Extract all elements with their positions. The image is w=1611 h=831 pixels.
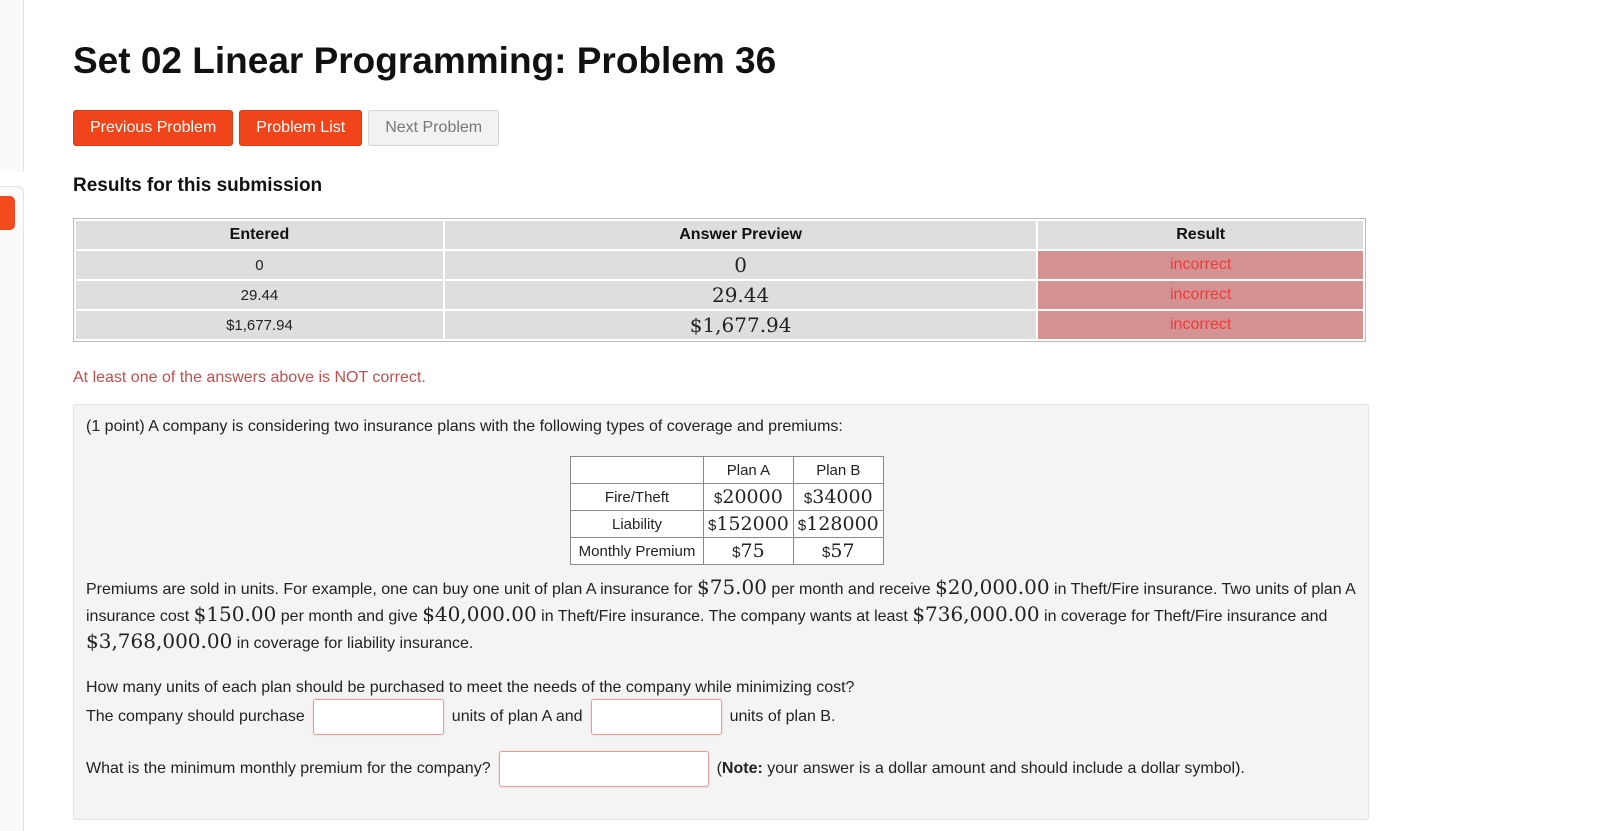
- plans-header-row: [571, 457, 884, 484]
- dollar-sign: $: [708, 517, 717, 534]
- plans-table: [570, 456, 884, 565]
- text: in Theft/Fire insurance. The company wants at least: [536, 608, 913, 625]
- column-header-entered: Entered: [76, 221, 443, 249]
- problem-panel: [73, 404, 1369, 820]
- entered-cell: 29.44: [76, 281, 443, 309]
- plan-b-header: Plan B: [793, 457, 883, 484]
- note-paren: (: [716, 760, 722, 777]
- page-title: Set 02 Linear Programming: Problem 36: [73, 40, 777, 81]
- row-label: Liability: [571, 511, 704, 538]
- text: Premiums are sold in units. For example, one can buy one unit of plan A insurance for: [86, 581, 697, 598]
- result-cell: incorrect: [1038, 251, 1363, 279]
- math-value: $3,768,000.00: [86, 629, 233, 653]
- math-value: $150.00: [193, 602, 277, 626]
- table-row: [76, 311, 1363, 339]
- problem-nav: [73, 110, 499, 146]
- empty-corner-cell: [571, 457, 704, 484]
- math-value: $20,000.00: [935, 575, 1050, 599]
- note-label: Note:: [721, 760, 763, 777]
- plan-b-value: 128000: [806, 513, 879, 535]
- plan-b-value: 57: [830, 540, 855, 562]
- problem-intro: (1 point) A company is considering two insurance plans with the following types of coverage and premiums:: [86, 418, 843, 435]
- problem-list-button[interactable]: Problem List: [239, 110, 362, 146]
- table-row: [571, 511, 884, 538]
- preview-cell: 29.44: [445, 281, 1037, 309]
- column-header-result: Result: [1038, 221, 1363, 249]
- row-label: Monthly Premium: [571, 538, 704, 565]
- table-row: [571, 484, 884, 511]
- preview-cell: $1,677.94: [445, 311, 1037, 339]
- problem-description: [86, 575, 1356, 656]
- plan-b-value: 34000: [812, 486, 873, 508]
- dollar-sign: $: [732, 544, 741, 561]
- previous-problem-button[interactable]: Previous Problem: [73, 110, 233, 146]
- plan-a-value: 20000: [722, 486, 783, 508]
- row-label: Fire/Theft: [571, 484, 704, 511]
- result-cell: incorrect: [1038, 311, 1363, 339]
- math-value: $40,000.00: [422, 602, 537, 626]
- purchase-mid: units of plan A and: [451, 708, 583, 725]
- plan-a-value: 152000: [716, 513, 789, 535]
- note: [717, 760, 1245, 778]
- table-row: [76, 281, 1363, 309]
- dollar-sign: $: [803, 490, 813, 507]
- left-sidebar-panel: [0, 186, 24, 831]
- minimum-premium-input[interactable]: [499, 751, 709, 787]
- incorrect-warning: At least one of the answers above is NOT correct.: [73, 369, 426, 386]
- dollar-sign: $: [714, 490, 723, 507]
- note-text: your answer is a dollar amount and should include a dollar symbol).: [762, 760, 1245, 777]
- question-units: How many units of each plan should be purchased to meet the needs of the company while minimizing cost?: [86, 679, 855, 696]
- purchase-suffix: units of plan B.: [729, 708, 836, 725]
- table-row: [571, 538, 884, 565]
- plan-b-units-input[interactable]: [591, 699, 722, 735]
- purchase-prefix: The company should purchase: [86, 708, 305, 725]
- text: in coverage for Theft/Fire insurance and: [1039, 608, 1328, 625]
- results-table: [73, 218, 1366, 342]
- plan-a-value: 75: [740, 540, 765, 562]
- result-cell: incorrect: [1038, 281, 1363, 309]
- results-heading: Results for this submission: [73, 175, 323, 196]
- text: per month and give: [276, 608, 423, 625]
- premium-line: [86, 751, 1245, 787]
- plan-a-header: Plan A: [704, 457, 794, 484]
- text: in Theft/Fire insurance. Two units of plan A insurance cost: [86, 581, 1355, 625]
- dollar-sign: $: [797, 517, 807, 534]
- results-header-row: [76, 221, 1363, 249]
- dollar-sign: $: [822, 544, 831, 561]
- purchase-line: [86, 699, 835, 735]
- entered-cell: 0: [76, 251, 443, 279]
- math-value: $736,000.00: [912, 602, 1040, 626]
- sidebar-toggle-tab[interactable]: [0, 196, 15, 230]
- preview-cell: 0: [445, 251, 1037, 279]
- plan-a-units-input[interactable]: [313, 699, 444, 735]
- question-premium: What is the minimum monthly premium for the company?: [86, 760, 491, 777]
- left-sidebar-edge: [0, 0, 24, 172]
- next-problem-button[interactable]: Next Problem: [368, 110, 499, 146]
- column-header-preview: Answer Preview: [445, 221, 1037, 249]
- table-row: [76, 251, 1363, 279]
- text: in coverage for liability insurance.: [232, 635, 474, 652]
- entered-cell: $1,677.94: [76, 311, 443, 339]
- math-value: $75.00: [697, 575, 767, 599]
- text: per month and receive: [766, 581, 936, 598]
